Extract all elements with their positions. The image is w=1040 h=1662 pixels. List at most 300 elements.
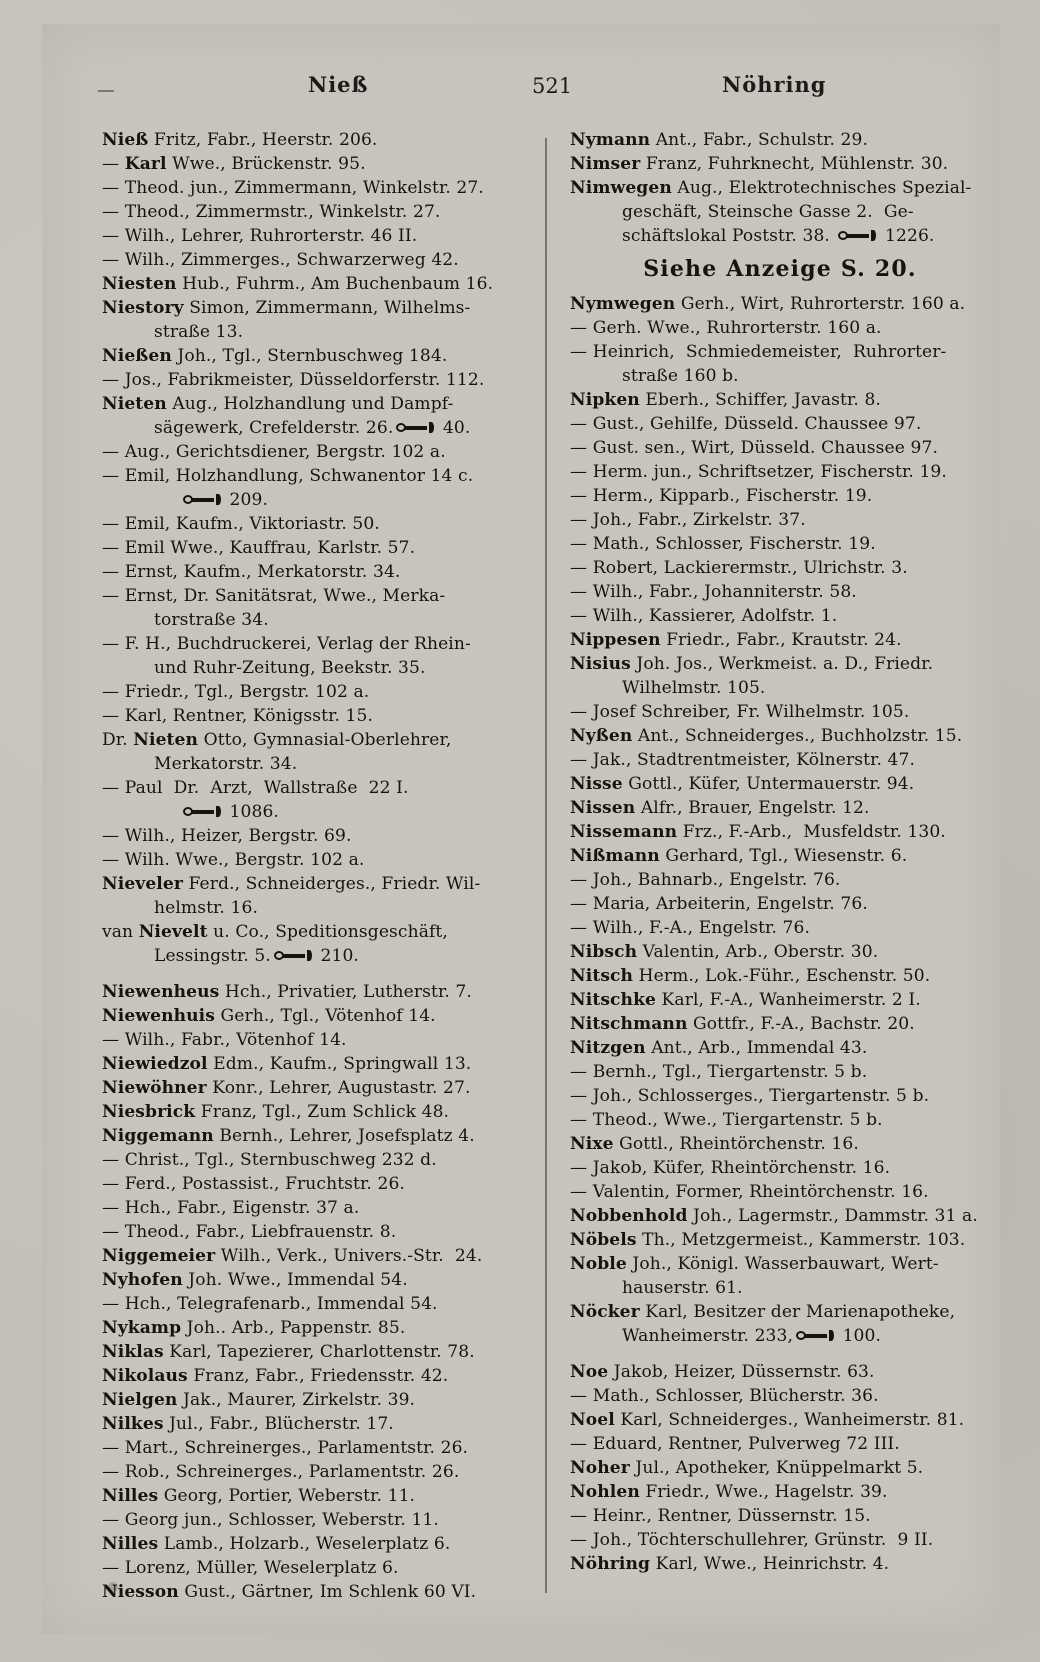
directory-entry [570,412,990,436]
entry-line [570,606,837,626]
directory-entry [570,940,990,964]
entry-surname: Nieten [102,394,167,414]
directory-entry [570,532,990,556]
repeat-dash: — [570,438,593,458]
entry-prefix: Ernst, Kaufm., Merkatorstr. 34. [124,562,401,582]
left-column [102,128,522,1604]
entry-prefix: Theod., Fabr., Liebfrauenstr. 8. [124,1222,397,1242]
directory-entry [102,1388,522,1412]
entry-line [102,1510,439,1530]
entry-line [570,342,946,362]
repeat-dash: — [570,462,593,482]
entry-details: Joh. Jos., Werkmeist. a. D., Friedr. [630,654,934,674]
directory-entry [102,920,522,968]
entry-details: Joh., Königl. Wasserbauwart, Wert- [626,1254,939,1274]
repeat-dash: — [102,778,125,798]
directory-entry [102,512,522,536]
entry-details: Valentin, Arb., Oberstr. 30. [637,942,879,962]
entry-surname: Karl [124,154,167,174]
entry-continuation: Merkatorstr. 34. [154,754,298,774]
repeat-dash: — [570,1062,593,1082]
directory-entry [570,1180,990,1204]
entry-line [102,1198,359,1218]
entry-line [102,1558,399,1578]
entry-line [570,1230,965,1250]
entry-surname: Noble [570,1254,627,1274]
repeat-dash: — [102,826,125,846]
directory-entry [570,1012,990,1036]
telephone-number: 40. [437,418,471,438]
entry-line [570,178,971,198]
entry-line [102,202,440,222]
entry-surname: Niewenheus [102,982,220,1002]
entry-line [102,1222,396,1242]
repeat-dash: — [570,894,593,914]
entry-line [102,1126,475,1146]
entry-line [570,1530,933,1550]
repeat-dash: — [570,702,593,722]
entry-continuation: Wilhelmstr. 105. [622,678,766,698]
telephone-icon [183,493,221,506]
entry-details: Jakob, Heizer, Düssernstr. 63. [608,1362,875,1382]
entry-details: Karl, Tapezierer, Charlottenstr. 78. [163,1342,475,1362]
directory-entry [570,292,990,316]
entry-details: Karl, Wwe., Heinrichstr. 4. [650,1554,890,1574]
entry-details: Joh., Lagermstr., Dammstr. 31 a. [687,1206,978,1226]
entry-prefix: Maria, Arbeiterin, Engelstr. 76. [592,894,868,914]
entry-surname: Niestory [102,298,184,318]
entry-details: Aug., Elektrotechnisches Spezial- [671,178,972,198]
directory-entry [570,700,990,724]
entry-line [570,630,902,650]
entry-line [102,634,471,654]
entry-details: Gottl., Küfer, Untermauerstr. 94. [622,774,915,794]
entry-line [570,582,857,602]
entry-surname: Noel [570,1410,615,1430]
entry-line [570,702,909,722]
entry-surname: Niesson [102,1582,179,1602]
repeat-dash: — [570,750,593,770]
entry-prefix: Theod., Wwe., Tiergartenstr. 5 b. [592,1110,883,1130]
repeat-dash: — [102,682,125,702]
directory-entry [102,1028,522,1052]
directory-entry [570,892,990,916]
directory-entry [102,1004,522,1028]
entry-line [570,130,868,150]
entry-line [102,1246,482,1266]
repeat-dash: — [570,1110,593,1130]
entry-line [570,870,840,890]
entry-details: Simon, Zimmermann, Wilhelms- [183,298,471,318]
entry-details: Herm., Lok.-Führ., Eschenstr. 50. [633,966,931,986]
entry-line [102,1054,471,1074]
entry-line [570,894,868,914]
entry-details: Th., Metzgermeist., Kammerstr. 103. [636,1230,966,1250]
entry-prefix: Theod., Zimmermstr., Winkelstr. 27. [124,202,441,222]
entry-surname: Niesten [102,274,177,294]
right-column-top-entries [570,128,990,248]
repeat-dash: — [570,534,593,554]
entry-details: Gust., Gärtner, Im Schlenk 60 VI. [178,1582,477,1602]
entry-prefix: Math., Schlosser, Blücherstr. 36. [592,1386,879,1406]
entry-details: Aug., Holzhandlung und Dampf- [166,394,454,414]
entry-line [570,1062,867,1082]
directory-entry [570,1552,990,1576]
entry-surname: Nieß [102,130,149,150]
entry-spacer [570,1348,990,1360]
page-number: 521 [532,74,573,98]
entry-continuation: helmstr. 16. [154,898,258,918]
entry-surname: Nöbels [570,1230,637,1250]
repeat-dash: — [102,514,125,534]
entry-continuation: straße 13. [154,322,244,342]
repeat-dash: — [102,1030,125,1050]
entry-prefix: Wilh. Wwe., Bergstr. 102 a. [124,850,365,870]
entry-continuation: und Ruhr-Zeitung, Beekstr. 35. [154,658,426,678]
entry-surname: Nipken [570,390,640,410]
entry-line [570,438,938,458]
directory-entry [102,1436,522,1460]
right-column [570,128,990,1576]
entry-details: Eberh., Schiffer, Javastr. 8. [639,390,881,410]
entry-continuation: sägewerk, Crefelderstr. 26. 40. [154,418,471,438]
directory-entry [102,1268,522,1292]
repeat-dash: — [102,226,125,246]
directory-entry [570,1504,990,1528]
entry-line [570,486,872,506]
entry-line [102,1462,459,1482]
directory-entry [102,392,522,440]
entry-line [570,1434,900,1454]
entry-line [570,654,933,674]
entry-prefix: Jos., Fabrikmeister, Düsseldorferstr. 112. [124,370,485,390]
entry-continuation [102,800,522,824]
entry-details: Lamb., Holzarb., Weselerplatz 6. [158,1534,451,1554]
entry-details: Hub., Fuhrm., Am Buchenbaum 16. [176,274,494,294]
entry-prefix: Robert, Lackierermstr., Ulrichstr. 3. [592,558,908,578]
entry-line [102,466,473,486]
entry-prefix: Emil, Kaufm., Viktoriastr. 50. [124,514,380,534]
entry-prefix: Wilh., Fabr., Johanniterstr. 58. [592,582,857,602]
entry-surname: Nimwegen [570,178,672,198]
entry-surname: Nixe [570,1134,614,1154]
entry-line [570,966,930,986]
entry-details: Gerh., Tgl., Vötenhof 14. [215,1006,436,1026]
entry-details: Karl, Schneiderges., Wanheimerstr. 81. [614,1410,965,1430]
entry-line [102,874,480,894]
entry-line [102,346,447,366]
directory-entry [570,1408,990,1432]
entry-line [102,1390,415,1410]
directory-entry [570,748,990,772]
entry-details: Konr., Lehrer, Augustastr. 27. [206,1078,471,1098]
directory-entry [102,464,522,512]
entry-prefix: Eduard, Rentner, Pulverweg 72 III. [592,1434,900,1454]
directory-entry [102,1556,522,1580]
directory-entry [102,368,522,392]
directory-entry [102,776,522,824]
entry-details: Bernh., Lehrer, Josefsplatz 4. [213,1126,475,1146]
telephone-icon [183,805,221,818]
directory-entry [102,1532,522,1556]
entry-surname: Nieten [133,730,199,750]
directory-entry [102,1364,522,1388]
entry-surname: Nisse [570,774,623,794]
column-divider [545,138,547,1593]
entry-surname: Nyßen [570,726,633,746]
entry-line [102,130,377,150]
entry-surname: Nykamp [102,1318,182,1338]
entry-line [102,1270,408,1290]
entry-line [102,1486,415,1506]
directory-entry [102,1100,522,1124]
entry-line [570,534,876,554]
entry-line [570,414,921,434]
entry-prefix: Wilh., Lehrer, Ruhrorterstr. 46 II. [124,226,418,246]
entry-line [570,1206,978,1226]
entry-prefix: Joh., Fabr., Zirkelstr. 37. [592,510,806,530]
directory-entry [102,440,522,464]
entry-prefix: Wilh., Zimmerges., Schwarzerweg 42. [124,250,459,270]
entry-line [102,1006,436,1026]
entry-details: Jul., Fabr., Blücherstr. 17. [163,1414,394,1434]
directory-entry [570,796,990,820]
entry-prefix: Heinr., Rentner, Düssernstr. 15. [592,1506,871,1526]
directory-entry [570,388,990,412]
entry-surname: Nikolaus [102,1366,188,1386]
telephone-number: 100. [837,1326,882,1346]
repeat-dash: — [102,1462,125,1482]
directory-entry [102,1148,522,1172]
entry-prefix: Jakob, Küfer, Rheintörchenstr. 16. [592,1158,891,1178]
repeat-dash: — [570,414,593,434]
entry-surname: Niewöhner [102,1078,207,1098]
entry-line [102,370,484,390]
entry-prefix: Wilh., Kassierer, Adolfstr. 1. [592,606,838,626]
entry-line [570,1182,929,1202]
entry-details: Gottl., Rheintörchenstr. 16. [613,1134,859,1154]
directory-entry [570,436,990,460]
entry-details: Friedr., Wwe., Hagelstr. 39. [639,1482,888,1502]
entry-line [102,562,400,582]
directory-entry [102,848,522,872]
directory-entry [570,868,990,892]
entry-surname: Niklas [102,1342,164,1362]
entry-prefix: Bernh., Tgl., Tiergartenstr. 5 b. [592,1062,868,1082]
entry-prefix: Hch., Fabr., Eigenstr. 37 a. [124,1198,360,1218]
directory-entry [570,484,990,508]
entry-details: Jul., Apotheker, Knüppelmarkt 5. [629,1458,924,1478]
directory-entry [102,1580,522,1604]
entry-details: u. Co., Speditionsgeschäft, [207,922,448,942]
entry-surname: Nibsch [570,942,638,962]
repeat-dash: — [570,1386,593,1406]
entry-line [102,922,448,942]
repeat-dash: — [102,1438,125,1458]
advert-heading: Siehe Anzeige S. 20. [643,256,917,282]
repeat-dash: — [570,1506,593,1526]
repeat-dash: — [570,1158,593,1178]
entry-surname: Nippesen [570,630,661,650]
entry-line [102,1438,468,1458]
entry-prefix: Herm., Kipparb., Fischerstr. 19. [592,486,873,506]
entry-surname: Nilles [102,1486,159,1506]
directory-entry [102,1340,522,1364]
entry-line [570,1386,879,1406]
directory-entry [570,556,990,580]
entry-continuation: Lessingstr. 5. 210. [154,946,359,966]
directory-entry [102,1508,522,1532]
entry-details: Franz, Fabr., Friedensstr. 42. [187,1366,449,1386]
repeat-dash: — [570,918,593,938]
header-left-catchword: Nieß [308,72,369,97]
entry-line [102,706,373,726]
entry-surname: Nilkes [102,1414,164,1434]
entry-line [102,1366,448,1386]
entry-prefix: Christ., Tgl., Sternbuschweg 232 d. [124,1150,437,1170]
entry-continuation: Wanheimerstr. 233, 100. [622,1326,882,1346]
directory-entry [570,340,990,388]
entry-line [102,682,369,702]
entry-prefix: Ernst, Dr. Sanitätsrat, Wwe., Merka- [124,586,446,606]
entry-prefix: F. H., Buchdruckerei, Verlag der Rhein- [124,634,471,654]
entry-line [102,1318,405,1338]
entry-surname: Nyhofen [102,1270,183,1290]
directory-entry [570,916,990,940]
entry-details: Ant., Arb., Immendal 43. [645,1038,868,1058]
directory-entry [102,200,522,224]
entry-line [570,1458,923,1478]
repeat-dash: — [102,442,125,462]
entry-line [570,1038,867,1058]
entry-line [570,558,908,578]
directory-entry [102,1484,522,1508]
repeat-dash: — [570,486,593,506]
entry-prefix: Mart., Schreinerges., Parlamentstr. 26. [124,1438,469,1458]
entry-surname: Niesbrick [102,1102,196,1122]
entry-details: Joh., Tgl., Sternbuschweg 184. [171,346,448,366]
repeat-dash: — [102,178,125,198]
directory-entry [570,1300,990,1348]
repeat-dash: — [570,1086,593,1106]
entry-line [102,298,470,318]
entry-details: Franz, Fuhrknecht, Mühlenstr. 30. [640,154,949,174]
entry-prefix: Theod. jun., Zimmermann, Winkelstr. 27. [124,178,484,198]
directory-entry [570,1156,990,1180]
entry-prefix: Herm. jun., Schriftsetzer, Fischerstr. 19. [592,462,947,482]
entry-surname: Niggemeier [102,1246,216,1266]
repeat-dash: — [102,1294,125,1314]
repeat-dash: — [102,466,125,486]
repeat-dash: — [102,538,125,558]
directory-entry [570,128,990,152]
entry-line [102,1342,475,1362]
entry-line [570,1158,890,1178]
directory-entry [570,652,990,700]
directory-entry [570,176,990,248]
entry-prefix: Hch., Telegrafenarb., Immendal 54. [124,1294,438,1314]
entry-prefix: Gust., Gehilfe, Düsseld. Chaussee 97. [592,414,922,434]
repeat-dash: — [570,342,593,362]
repeat-dash: — [102,634,125,654]
entry-line [102,1150,437,1170]
repeat-dash: — [102,706,125,726]
entry-prefix: Friedr., Tgl., Bergstr. 102 a. [124,682,370,702]
directory-entry [102,632,522,680]
directory-entry [102,680,522,704]
directory-entry [570,460,990,484]
entry-prefix: Valentin, Former, Rheintörchenstr. 16. [592,1182,929,1202]
directory-entry [102,248,522,272]
directory-entry [570,1132,990,1156]
page-corner-smudge [108,1582,118,1592]
directory-entry [102,224,522,248]
directory-entry [102,824,522,848]
entry-line [570,1302,955,1322]
entry-surname: Nissen [570,798,636,818]
repeat-dash: — [570,1182,593,1202]
directory-entry [570,1108,990,1132]
directory-entry [102,560,522,584]
entry-spacer [102,968,522,980]
entry-line [570,1506,871,1526]
repeat-dash: — [570,870,593,890]
repeat-dash: — [102,850,125,870]
entry-details: Ant., Schneiderges., Buchholzstr. 15. [632,726,963,746]
entry-line [570,750,915,770]
entry-line [102,178,484,198]
directory-entry [102,704,522,728]
entry-line [102,394,453,414]
entry-prefix: Joh., Bahnarb., Engelstr. 76. [592,870,841,890]
telephone-icon [796,1329,834,1342]
entry-line [570,1086,929,1106]
entry-surname: Niggemann [102,1126,214,1146]
entry-surname: Nielgen [102,1390,178,1410]
directory-entry [570,1084,990,1108]
entry-line [102,442,446,462]
directory-entry [102,980,522,1004]
entry-details: Wilh., Verk., Univers.-Str. 24. [215,1246,483,1266]
entry-prefix: Georg jun., Schlosser, Weberstr. 11. [124,1510,439,1530]
entry-line [102,1102,449,1122]
telephone-number: 1086. [224,802,279,822]
entry-prefix: Heinrich, Schmiedemeister, Ruhrorter- [592,342,947,362]
directory-entry [102,1460,522,1484]
directory-entry [102,1292,522,1316]
directory-entry [102,272,522,296]
directory-entry [570,1432,990,1456]
entry-surname: Nymann [570,130,651,150]
directory-entry [102,152,522,176]
repeat-dash: — [102,562,125,582]
entry-surname: Nitschke [570,990,656,1010]
entry-line [102,1414,394,1434]
entry-details: Ferd., Schneiderges., Friedr. Wil- [182,874,481,894]
directory-entry [570,508,990,532]
repeat-dash: — [570,606,593,626]
entry-line [102,226,417,246]
entry-surname: Nöhring [570,1554,651,1574]
directory-entry [102,872,522,920]
repeat-dash: — [570,510,593,530]
entry-details: Karl, F.-A., Wanheimerstr. 2 I. [656,990,921,1010]
entry-prefix: van [102,922,139,942]
entry-surname: Nöcker [570,1302,640,1322]
directory-entry [570,1060,990,1084]
repeat-dash: — [102,154,125,174]
repeat-dash: — [102,1174,125,1194]
